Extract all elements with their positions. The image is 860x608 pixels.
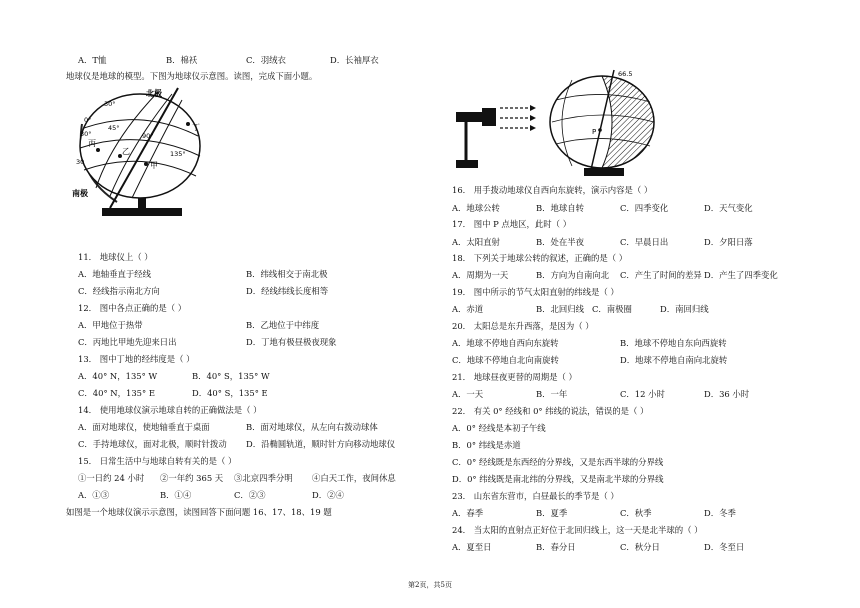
q15-option-d: D．②④ <box>312 490 344 500</box>
q24-option-d: D．冬至日 <box>704 542 745 552</box>
label-66-5: 66.5 <box>618 70 633 78</box>
point-jia <box>144 162 148 166</box>
q16-option-d: D．天气变化 <box>704 203 753 213</box>
q21-option-b: B．一年 <box>536 389 568 399</box>
q23-option-b: B．夏季 <box>536 508 568 518</box>
q15-statement-4: ④白天工作，夜间休息 <box>312 473 396 483</box>
q18-stem: 18． 下列关于地球公转的叙述，正确的是（ ） <box>452 253 628 263</box>
q18-option-c: C．产生了时间的差异 <box>620 270 702 280</box>
q14-option-d: D．沿椭圆轨道，顺时针方向移动地球仪 <box>246 439 396 449</box>
prev-option-c: C．羽绒衣 <box>246 55 286 65</box>
label-lon-135: 135° <box>170 150 186 158</box>
q17-stem: 17． 图中 P 点地区，此时（ ） <box>452 219 572 229</box>
q20-option-b: B．地球不停地自东向西旋转 <box>620 338 727 348</box>
lamp-base <box>456 160 478 168</box>
q18-option-b: B．方向为自南向北 <box>536 270 610 280</box>
q24-option-b: B．春分日 <box>536 542 576 552</box>
q12-stem: 12． 图中各点正确的是（ ） <box>78 303 187 313</box>
q22-option-a: A．0° 经线是本初子午线 <box>452 423 546 433</box>
prev-option-a: A．T恤 <box>78 55 107 65</box>
q19-option-b: B．北回归线 <box>536 304 585 314</box>
q18-option-d: D．产生了四季变化 <box>704 270 778 280</box>
label-lon-45: 45° <box>108 124 120 132</box>
intro-text: 地球仪是地球的模型。下图为地球仪示意图。读图，完成下面小题。 <box>66 71 318 81</box>
q15-statement-3: ③北京四季分明 <box>234 473 293 483</box>
q11-stem: 11． 地球仪上（ ） <box>78 252 153 262</box>
q22-stem: 22． 有关 0° 经线和 0° 纬线的说法，错误的是（ ） <box>452 406 649 416</box>
q14-option-c: C．手持地球仪，面对北极，顺时针拨动 <box>78 439 227 449</box>
q15-option-c: C．②③ <box>234 490 266 500</box>
q14-option-b: B．面对地球仪，从左向右拨动球体 <box>246 422 378 432</box>
label-ding: 丁 <box>192 123 200 132</box>
q16-stem: 16． 用手拨动地球仪自西向东旋转，演示内容是（ ） <box>452 185 653 195</box>
q12-option-a: A．甲地位于热带 <box>78 320 143 330</box>
q22-option-b: B．0° 纬线是赤道 <box>452 440 521 450</box>
label-lon-90: 90° <box>142 132 154 140</box>
globe2-base <box>584 168 624 176</box>
q14-option-a: A．面对地球仪，使地轴垂直于桌面 <box>78 422 210 432</box>
q17-option-a: A．太阳直射 <box>452 237 500 247</box>
lamp-head <box>482 108 496 126</box>
label-lat-0: 0° <box>84 116 92 124</box>
q23-option-d: D．冬季 <box>704 508 736 518</box>
q15-statement-1: ①一日约 24 小时 <box>78 473 145 483</box>
point-bing <box>96 148 100 152</box>
q20-option-d: D．地球不停地自南向北旋转 <box>620 355 728 365</box>
q23-option-c: C．秋季 <box>620 508 652 518</box>
q23-stem: 23． 山东省东营市，白昼最长的季节是（ ） <box>452 491 619 501</box>
prev-option-b: B．棉袄 <box>166 55 198 65</box>
q15-statement-2: ②一年约 365 天 <box>160 473 224 483</box>
q14-stem: 14． 使用地球仪演示地球自转的正确做法是（ ） <box>78 405 262 415</box>
label-jia: 甲 <box>150 161 158 170</box>
q16-option-a: A．地球公转 <box>452 203 500 213</box>
q20-option-a: A．地球不停地自西向东旋转 <box>452 338 559 348</box>
q15-stem: 15． 日常生活中与地球自转有关的是（ ） <box>78 456 237 466</box>
globe-figure-left <box>62 84 222 220</box>
q12-option-b: B．乙地位于中纬度 <box>246 320 320 330</box>
point-p <box>598 128 602 132</box>
q21-option-d: D．36 小时 <box>704 389 750 399</box>
q20-stem: 20． 太阳总是东升西落，是因为（ ） <box>452 321 594 331</box>
page-footer: 第2页，共5页 <box>408 581 452 589</box>
q12-option-c: C．丙地比甲地先迎来日出 <box>78 337 177 347</box>
q24-option-a: A．夏至日 <box>452 542 492 552</box>
label-lat-30b: 30° <box>80 130 92 138</box>
q17-option-c: C．早晨日出 <box>620 237 669 247</box>
q19-option-c: C．南极圈 <box>592 304 632 314</box>
light-arrows <box>500 108 530 128</box>
label-yi: 乙 <box>122 147 130 156</box>
q19-option-d: D．南回归线 <box>660 304 709 314</box>
q21-option-c: C．12 小时 <box>620 389 665 399</box>
globe-figure-right <box>452 68 668 180</box>
q19-option-a: A．赤道 <box>452 304 484 314</box>
q20-option-c: C．地球不停地自北向南旋转 <box>452 355 559 365</box>
q21-option-a: A．一天 <box>452 389 484 399</box>
q22-option-c: C．0° 经线既是东西经的分界线，又是东西半球的分界线 <box>452 457 664 467</box>
q11-option-b: B．纬线相交于南北极 <box>246 269 328 279</box>
q11-option-a: A．地轴垂直于经线 <box>78 269 152 279</box>
label-bing: 丙 <box>88 139 96 148</box>
q12-option-d: D．丁地有极昼极夜现象 <box>246 337 337 347</box>
q24-stem: 24． 当太阳的直射点正好位于北回归线上，这一天是北半球的（ ） <box>452 525 703 535</box>
label-north-pole: 北极 <box>146 89 162 98</box>
label-south-pole: 南极 <box>72 189 88 198</box>
q13-option-c: C．40° N，135° E <box>78 388 155 398</box>
q17-option-b: B．处在半夜 <box>536 237 585 247</box>
q11-option-d: D．经线纬线长度相等 <box>246 286 329 296</box>
q18-option-a: A．周期为一天 <box>452 270 509 280</box>
q13-option-d: D．40° S，135° E <box>192 388 268 398</box>
prev-option-d: D．长袖厚衣 <box>330 55 379 65</box>
q13-option-a: A．40° N，135° W <box>78 371 158 381</box>
label-lat-30a: 30° <box>104 100 116 108</box>
q13-option-b: B．40° S，135° W <box>192 371 270 381</box>
point-ding <box>186 122 190 126</box>
q15-option-a: A．①③ <box>78 490 110 500</box>
q19-stem: 19． 图中所示的节气太阳直射的纬线是（ ） <box>452 287 619 297</box>
intro2-text: 如图是一个地球仪演示示意图，读图回答下面问题 16、17、18、19 题 <box>66 507 332 517</box>
q17-option-d: D．夕阳日落 <box>704 237 753 247</box>
q22-option-d: D．0° 纬线既是南北纬的分界线，又是南北半球的分界线 <box>452 474 664 484</box>
q11-option-c: C．经线指示南北方向 <box>78 286 160 296</box>
q16-option-c: C．四季变化 <box>620 203 669 213</box>
q23-option-a: A．春季 <box>452 508 484 518</box>
q21-stem: 21． 地球昼夜更替的周期是（ ） <box>452 372 577 382</box>
q15-option-b: B．①④ <box>160 490 192 500</box>
label-p: P <box>592 128 597 136</box>
label-lat-30c: 30 <box>76 158 85 166</box>
q16-option-b: B．地球自转 <box>536 203 585 213</box>
q24-option-c: C．秋分日 <box>620 542 660 552</box>
q13-stem: 13． 图中丁地的经纬度是（ ） <box>78 354 195 364</box>
